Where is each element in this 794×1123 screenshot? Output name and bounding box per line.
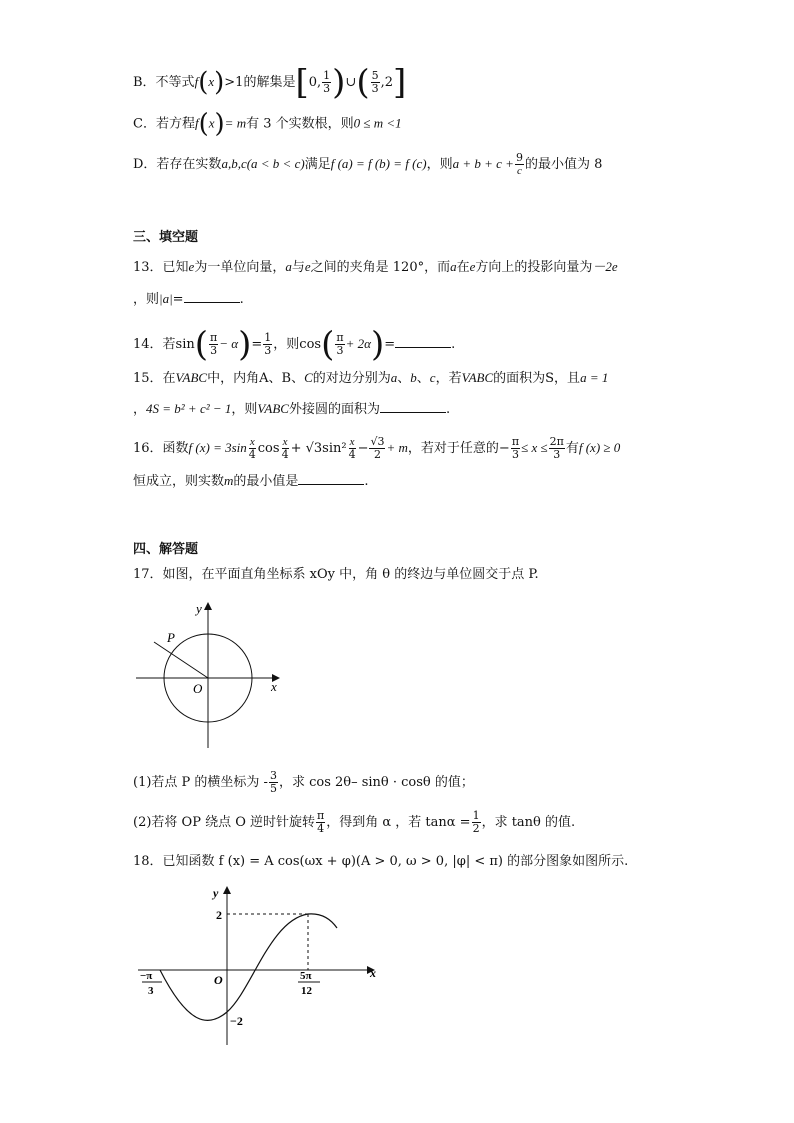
y-axis-arrow <box>223 886 231 894</box>
origin-label: O <box>214 973 223 987</box>
option-c: C．若方程f(x)= m有 3 个实数根，则0 ≤ m <1 <box>133 109 402 139</box>
question-14: 14．若sin( $\frac{\pi}{3}$ − α)= $\frac{1}{3}$ ，则cos( $\frac{\pi}{3}$ + 2α)= . <box>133 324 456 365</box>
question-13-line2: ，则|a|= . <box>133 291 244 307</box>
cosine-curve <box>160 914 337 1021</box>
section-fill-in-title: 三、填空题 <box>133 230 199 245</box>
answer-blank <box>184 290 240 303</box>
point-p-label: P <box>167 630 175 645</box>
origin-label: O <box>193 681 203 696</box>
answer-blank <box>380 400 446 413</box>
x-right-denominator: 12 <box>301 985 312 997</box>
question-16: 16．函数f (x) = 3sin $\frac{x}{4}$ cos $\frac{x}{4}$ + √3sin² $\frac{x}{4}$ − $\frac{√3}{2}$ + m，若对于任意的− $\frac{\pi}{3}$ ≤ x ≤ $\frac{2\pi}{3}$ 有f (x) ≥ 0 <box>133 435 621 461</box>
x-axis-label: x <box>271 679 277 694</box>
question-16-line2: 恒成立，则实数m的最小值是 . <box>133 473 369 489</box>
question-17-part1: (1)若点 P 的横坐标为 - $\frac{3}{5}$ ，求 cos 2θ– sinθ · cosθ 的值； <box>133 769 474 795</box>
y-axis-arrow <box>204 602 212 610</box>
terminal-side-op <box>154 642 208 678</box>
question-13: 13．已知e为一单位向量，a与e之间的夹角是 120°，而a在e方向上的投影向量为－2e <box>133 259 618 275</box>
section-answer-title: 四、解答题 <box>133 542 199 557</box>
y-max-label: 2 <box>216 908 222 922</box>
answer-blank <box>395 335 451 348</box>
cosine-graph-figure <box>130 880 390 1050</box>
question-15: 15．在VABC中，内角A、B、C的对边分别为a、b、c，若VABC的面积为S，且a = 1 <box>133 370 609 386</box>
question-17: 17．如图，在平面直角坐标系 xOy 中，角 θ 的终边与单位圆交于点 P. <box>133 567 539 582</box>
question-18: 18．已知函数 f (x) = A cos(ωx + φ)(A > 0, ω > 0, |φ| < π) 的部分图象如图所示. <box>133 854 629 869</box>
unit-circle-figure <box>130 596 290 756</box>
y-axis-label: y <box>213 886 219 900</box>
x-axis-label: x <box>370 966 376 980</box>
question-15-line2: ，4S = b² + c² − 1，则VABC外接圆的面积为 . <box>133 401 451 417</box>
x-left-denominator: 3 <box>148 985 154 997</box>
y-min-label: −2 <box>230 1014 243 1028</box>
y-axis-label: y <box>196 601 202 616</box>
question-17-part2: (2)若将 OP 绕点 O 逆时针旋转 $\frac{\pi}{4}$ ，得到角 α ，若 tanα = $\frac{1}{2}$ ，求 tanθ 的值. <box>133 809 576 835</box>
x-left-numerator: −π <box>140 970 153 982</box>
option-b: B．不等式f(x)>1的解集是[0, $\frac{1}{3}$ )∪( $\frac{5}{3}$ ,2] <box>133 62 407 103</box>
answer-blank <box>298 472 364 485</box>
option-d: D．若存在实数a,b,c(a < b < c)满足f (a) = f (b) = f (c)，则a + b + c + $\frac{9}{c}$ 的最小值为 8 <box>133 151 603 177</box>
x-right-numerator: 5π <box>300 970 312 982</box>
